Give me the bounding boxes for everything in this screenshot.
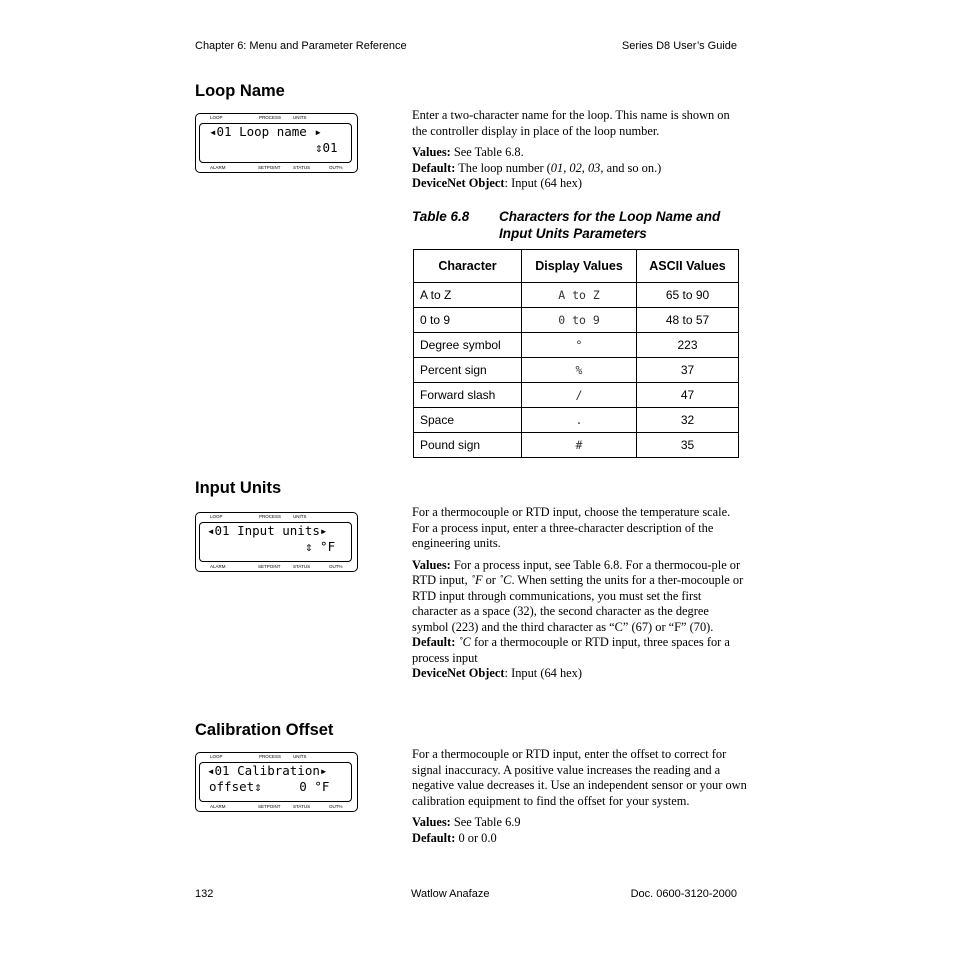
- table-row: [414, 283, 739, 308]
- values-text: See Table 6.9: [450, 815, 521, 829]
- default-text: 0 or 0.0: [455, 830, 497, 845]
- input-units-description: For a thermocouple or RTD input, choose the temperature scale. For a process input, enter a three-character description of the engineering units.: [412, 505, 731, 550]
- lcd-line-1: ◂01 Calibration▸: [207, 763, 328, 778]
- table-title: [499, 208, 720, 242]
- table-cell-character: Forward slash: [414, 383, 522, 408]
- devicenet-text: : Input (64 hex): [504, 176, 582, 190]
- lcd-label-status: STATUS: [293, 804, 311, 809]
- characters-table: [413, 249, 739, 458]
- lcd-line-1: ◂01 Loop name ▸: [209, 124, 322, 139]
- table-header-display-values: Display Values: [522, 250, 637, 283]
- running-header-right: Series D8 User’s Guide: [621, 40, 737, 52]
- calibration-offset-values: [412, 815, 747, 831]
- table-row: [414, 433, 739, 458]
- lcd-label-alarm: ALARM: [210, 804, 226, 809]
- table-header-row: [414, 250, 739, 283]
- default-value-01: 01: [550, 160, 564, 175]
- table-cell-display: #: [522, 433, 637, 458]
- default-sep: ,: [581, 160, 588, 175]
- values-unit-f: ˚F: [470, 573, 483, 587]
- table-cell-character: Pound sign: [414, 433, 522, 458]
- default-sep: ,: [563, 160, 570, 175]
- default-text: The loop number (: [455, 160, 551, 175]
- table-cell-ascii: 48 to 57: [637, 308, 739, 333]
- default-text-end: , and so on.): [600, 160, 662, 175]
- default-text: for a thermocouple or RTD input, three spaces for a process input: [412, 635, 730, 665]
- devicenet-label: DeviceNet Object: [412, 176, 505, 190]
- values-label: Values:: [412, 815, 451, 829]
- lcd-label-out: OUT%: [329, 165, 343, 170]
- calibration-offset-heading: Calibration Offset: [195, 721, 334, 739]
- table-cell-ascii: 35: [637, 433, 739, 458]
- devicenet-text: : Input (64 hex): [504, 666, 582, 680]
- lcd-line-2: ⇕01: [315, 140, 338, 155]
- lcd-label-process: PROCESS: [259, 115, 282, 120]
- lcd-label-units: UNITS: [293, 115, 307, 120]
- values-text: For a process input, see Table 6.8. For a thermocou-ple or RTD input,: [412, 557, 741, 587]
- input-units-text: [412, 505, 747, 682]
- values-label: Values:: [412, 557, 451, 572]
- values-unit-c: ˚C: [499, 573, 512, 587]
- lcd-line-1: ◂01 Input units▸: [207, 523, 328, 538]
- input-units-display: [195, 512, 358, 572]
- input-units-default: [412, 635, 747, 666]
- calibration-offset-description: For a thermocouple or RTD input, enter the offset to correct for signal inaccuracy. A positive value increases the reading and a negative value decreases it. Use an independent sensor or your own calibration equipment to find the offset for your system.: [412, 747, 747, 808]
- lcd-label-process: PROCESS: [259, 514, 282, 519]
- lcd-label-process: PROCESS: [259, 754, 282, 759]
- loop-name-heading: Loop Name: [195, 82, 285, 100]
- table-title-line-1: Characters for the Loop Name and: [499, 209, 721, 224]
- default-unit-c: ˚C: [455, 635, 471, 649]
- table-cell-display: .: [522, 408, 637, 433]
- lcd-label-out: OUT%: [329, 564, 343, 569]
- loop-name-default: [412, 161, 747, 177]
- table-cell-ascii: 223: [637, 333, 739, 358]
- values-text: or: [482, 573, 500, 587]
- loop-name-display: [195, 113, 358, 173]
- calibration-offset-default: [412, 831, 747, 847]
- default-label: Default:: [412, 830, 456, 845]
- lcd-label-loop: LOOP: [210, 115, 223, 120]
- default-value-03: 03: [587, 160, 601, 175]
- table-cell-ascii: 47: [637, 383, 739, 408]
- table-cell-character: Degree symbol: [414, 333, 522, 358]
- table-cell-ascii: 37: [637, 358, 739, 383]
- lcd-label-units: UNITS: [293, 514, 307, 519]
- table-header-character: Character: [414, 250, 522, 283]
- table-cell-ascii: 32: [637, 408, 739, 433]
- table-cell-display: °: [522, 333, 637, 358]
- table-cell-display: /: [522, 383, 637, 408]
- table-cell-character: Space: [414, 408, 522, 433]
- devicenet-label: DeviceNet Object: [412, 666, 505, 680]
- table-row: [414, 408, 739, 433]
- running-header-left: Chapter 6: Menu and Parameter Reference: [195, 40, 407, 52]
- lcd-label-setpoint: SETPOINT: [258, 564, 281, 569]
- calibration-offset-text: [412, 747, 747, 846]
- loop-name-description: Enter a two-character name for the loop. This name is shown on the controller display in place of the loop number.: [412, 108, 730, 138]
- table-row: [414, 358, 739, 383]
- lcd-label-loop: LOOP: [210, 514, 223, 519]
- table-number: Table 6.8: [412, 209, 470, 224]
- input-units-devicenet: [412, 666, 747, 682]
- lcd-line-2: ⇕ °F: [305, 539, 336, 554]
- lcd-label-alarm: ALARM: [210, 564, 226, 569]
- table-cell-character: A to Z: [414, 283, 522, 308]
- loop-name-text: [412, 108, 747, 192]
- table-row: [414, 383, 739, 408]
- values-text: See Table 6.8.: [450, 145, 524, 159]
- calibration-offset-display: [195, 752, 358, 812]
- table-title-line-2: Input Units Parameters: [499, 226, 647, 241]
- lcd-line-2: offset⇕ 0 °F: [209, 779, 330, 794]
- table-row: [414, 308, 739, 333]
- table-row: [414, 333, 739, 358]
- lcd-label-setpoint: SETPOINT: [258, 165, 281, 170]
- loop-name-devicenet: [412, 176, 747, 192]
- page-number: 132: [195, 888, 214, 900]
- table-header-ascii-values: ASCII Values: [637, 250, 739, 283]
- table-cell-character: Percent sign: [414, 358, 522, 383]
- table-cell-display: 0 to 9: [522, 308, 637, 333]
- input-units-values: [412, 558, 747, 636]
- lcd-label-alarm: ALARM: [210, 165, 226, 170]
- lcd-label-units: UNITS: [293, 754, 307, 759]
- lcd-label-status: STATUS: [293, 564, 311, 569]
- lcd-label-loop: LOOP: [210, 754, 223, 759]
- lcd-label-out: OUT%: [329, 804, 343, 809]
- default-label: Default:: [412, 160, 456, 175]
- footer-doc-number: Doc. 0600-3120-2000: [630, 888, 737, 900]
- footer-publisher: Watlow Anafaze: [411, 888, 490, 900]
- lcd-label-setpoint: SETPOINT: [258, 804, 281, 809]
- table-cell-display: %: [522, 358, 637, 383]
- input-units-heading: Input Units: [195, 479, 282, 497]
- values-text: . When setting the units for a ther-mocouple or RTD input through communications, you must set the first character as a space (32), the second character as the degree symbol (223) and the third character as “C” (67) or “F” (70).: [412, 573, 744, 634]
- lcd-label-status: STATUS: [293, 165, 311, 170]
- table-cell-display: A to Z: [522, 283, 637, 308]
- table-cell-ascii: 65 to 90: [637, 283, 739, 308]
- loop-name-values: [412, 145, 747, 161]
- default-label: Default:: [412, 635, 456, 649]
- default-value-02: 02: [569, 160, 582, 175]
- table-cell-character: 0 to 9: [414, 308, 522, 333]
- values-label: Values:: [412, 145, 451, 159]
